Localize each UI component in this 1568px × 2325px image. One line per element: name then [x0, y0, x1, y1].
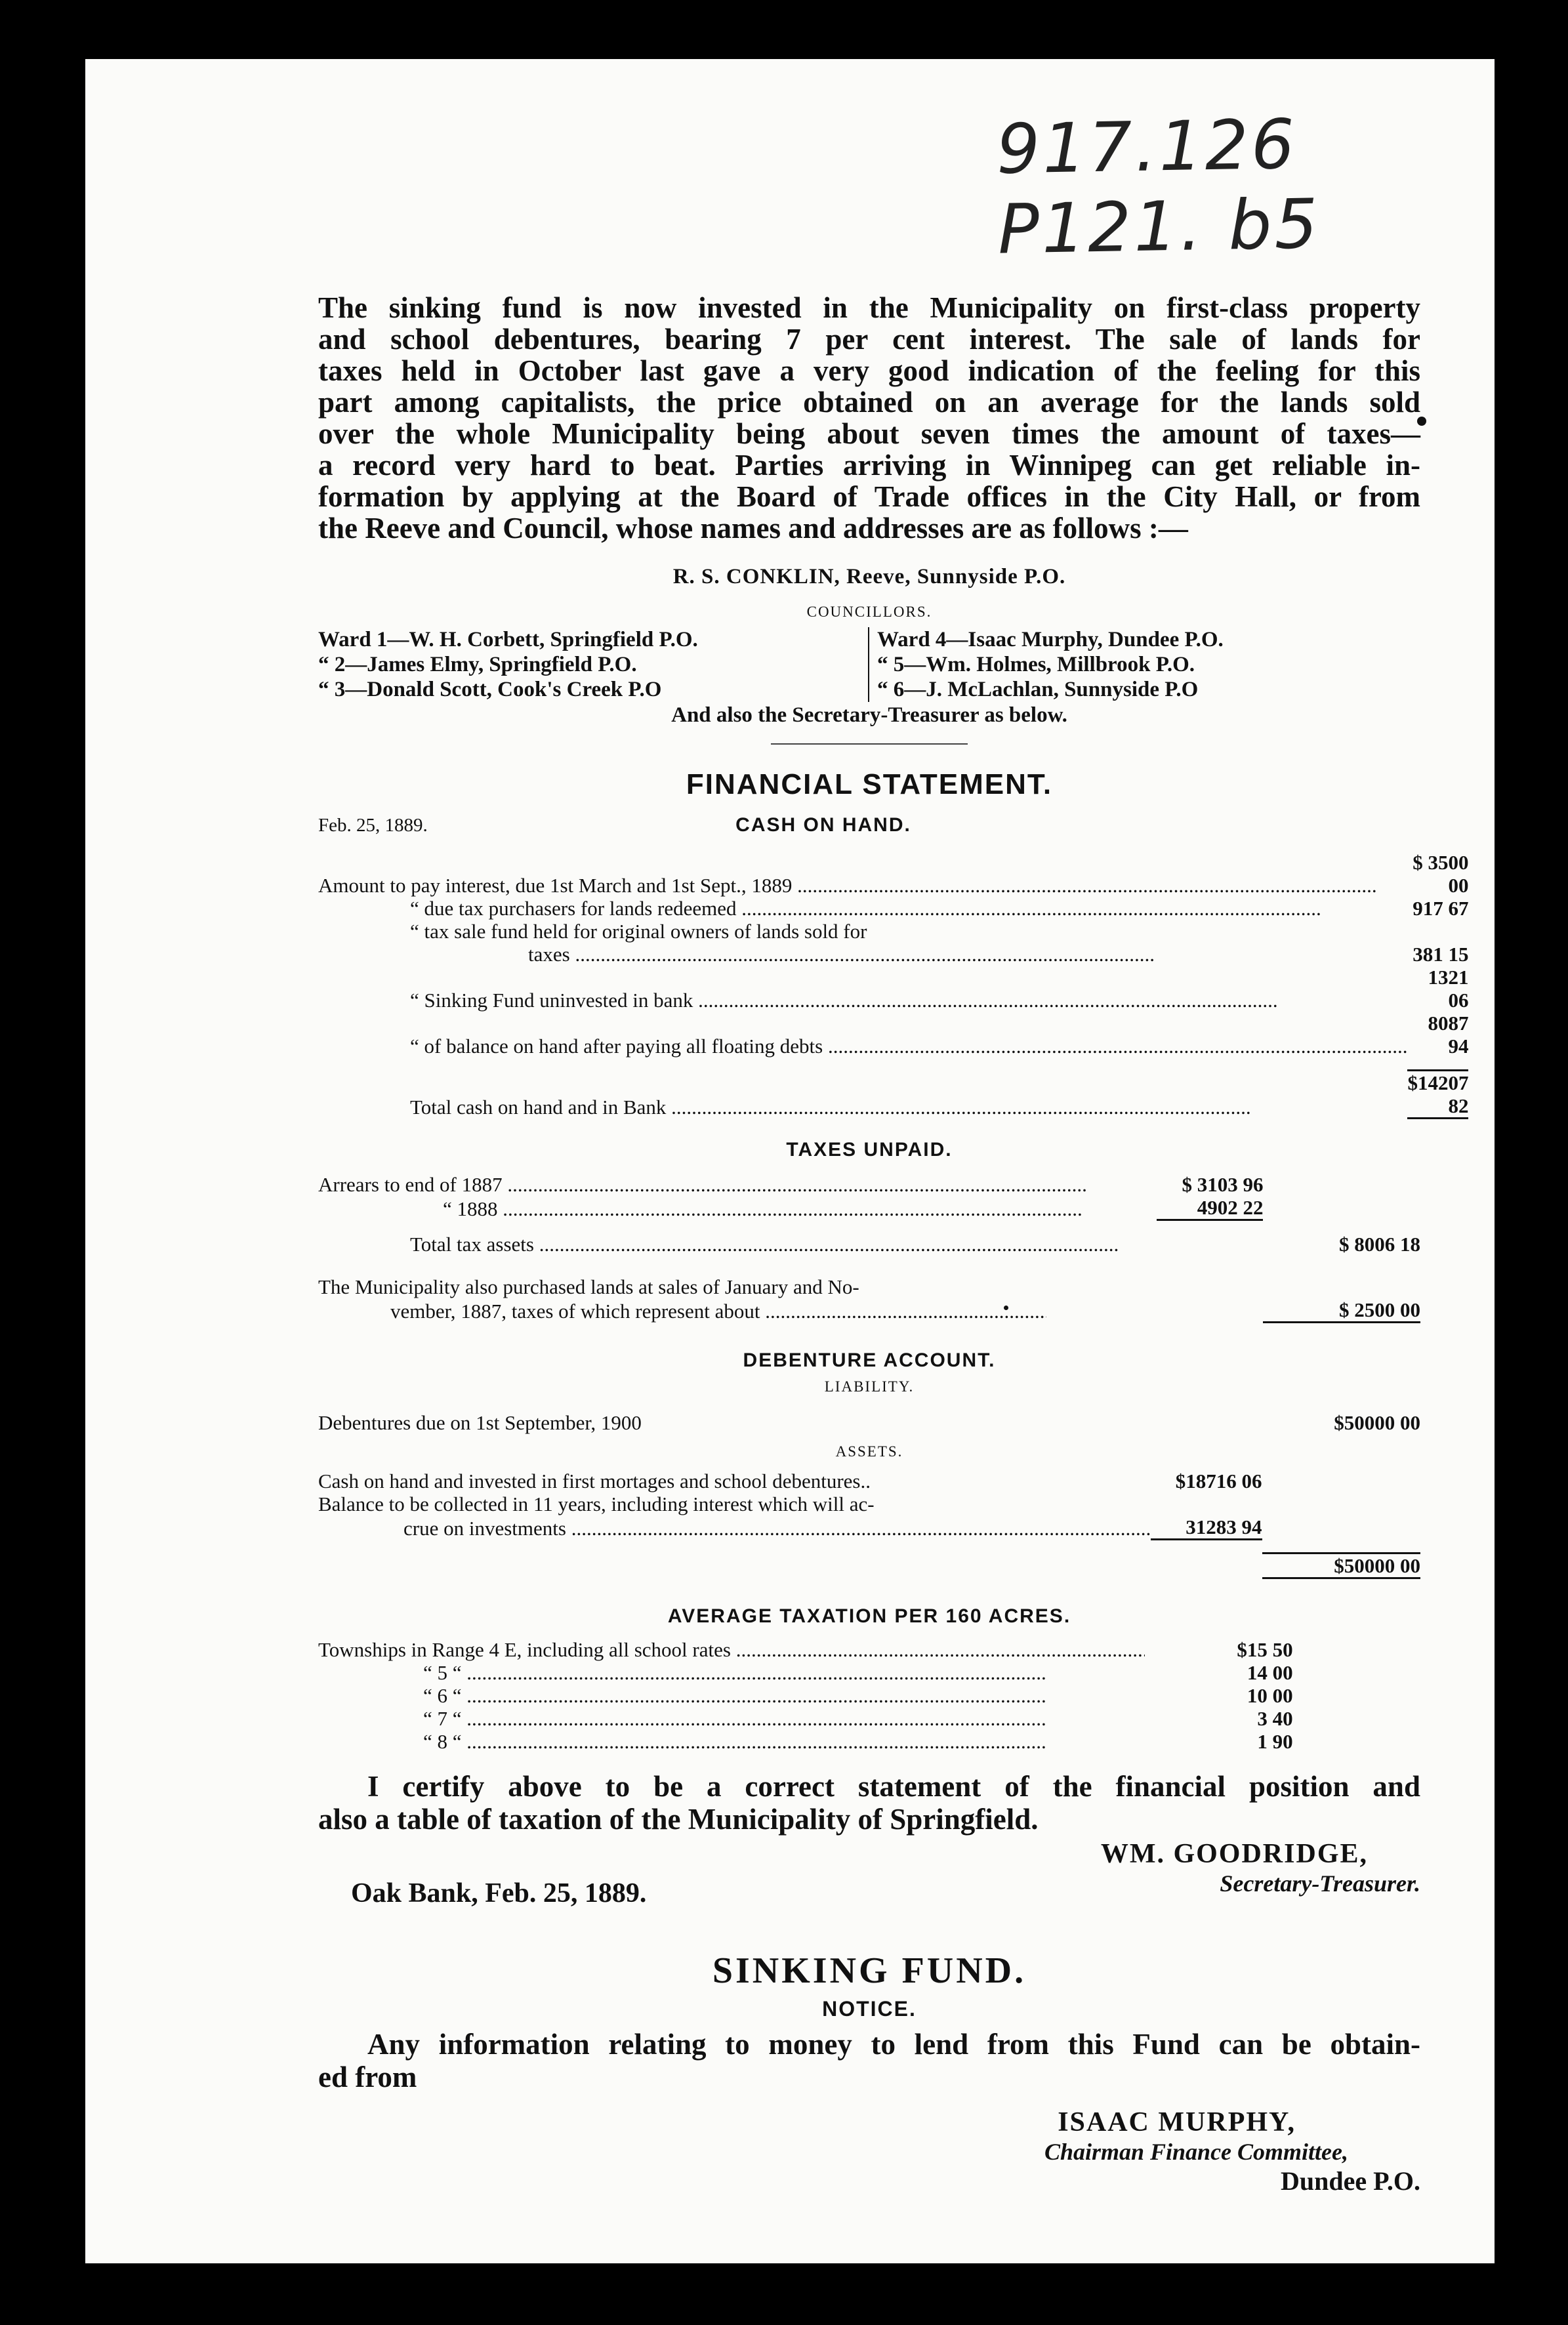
table-row: Balance to be collected in 11 years, including interest which will ac-	[318, 1492, 875, 1515]
table-row: “ due tax purchasers for lands redeemed ..... 917 67	[318, 897, 1468, 920]
divider-rule	[771, 743, 968, 745]
table-row: “ 7 “ ..... 3 40	[318, 1707, 1420, 1730]
wards-left-column	[318, 627, 869, 702]
debentures-due-amount: $50000 00	[1334, 1411, 1420, 1434]
chairman-name: ISAAC MURPHY,	[1058, 2107, 1296, 2137]
amount: 4902 22	[1157, 1196, 1264, 1220]
table-row: “ 8 “ ..... 1 90	[318, 1730, 1420, 1753]
table-row: “ 5 “ ..... 14 00	[318, 1661, 1420, 1684]
table-row: Debentures due on 1st September, 1900 $50000 00	[318, 1411, 1420, 1434]
tax-total: $ 8006 18	[1339, 1233, 1420, 1256]
average-taxation-title: AVERAGE TAXATION PER 160 ACRES.	[667, 1605, 1071, 1627]
taxes-unpaid-title: TAXES UNPAID.	[786, 1139, 953, 1161]
amount: 8087 94	[1428, 1012, 1469, 1058]
signature-block	[1101, 1838, 1420, 1897]
cash-on-hand-title: CASH ON HAND.	[735, 814, 911, 836]
taxes-unpaid-table	[318, 1173, 1420, 1323]
statement-date: Feb. 25, 1889.	[318, 815, 428, 836]
table-row: “ Sinking Fund uninvested in bank ..... 1321 06	[318, 966, 1468, 1012]
amount: $15 50	[1237, 1638, 1293, 1661]
table-row: Townships in Range 4 E, including all school rates ..... $15 50	[318, 1638, 1420, 1661]
ward-4: Ward 4—Isaac Murphy, Dundee P.O.	[877, 628, 1224, 651]
notice-label: NOTICE.	[822, 1997, 917, 2021]
table-row: Amount to pay interest, due 1st March and 1st Sept., 1889 ..... $ 3500 00	[318, 851, 1468, 897]
debenture-account-title: DEBENTURE ACCOUNT.	[743, 1349, 996, 1371]
debenture-table	[318, 1411, 1420, 1434]
amount: 10 00	[1247, 1684, 1293, 1707]
document-content	[318, 291, 1469, 2196]
certification-paragraph: I certify above to be a correct statement of the financial position and also a table of taxation of the Municipality of Springfield.	[318, 1770, 1420, 1836]
signature-row	[318, 1838, 1420, 1909]
statement-date-row	[318, 814, 1420, 836]
sinking-fund-title: SINKING FUND.	[712, 1950, 1027, 1991]
councillors-label: COUNCILLORS.	[806, 604, 932, 620]
total-row: Total tax assets ..... $ 8006 18	[318, 1233, 1420, 1256]
sinking-fund-notice: Any information relating to money to lend from this Fund can be obtain- ed from	[318, 2028, 1420, 2093]
amount: $18716 06	[1175, 1470, 1262, 1492]
table-row: “ 6 “ ..... 10 00	[318, 1684, 1420, 1707]
table-row: Arrears to end of 1887 ..... $ 3103 96	[318, 1173, 1420, 1196]
total-row: Total cash on hand and in Bank ..... $14207 82	[318, 1071, 1468, 1119]
liability-label: LIABILITY.	[824, 1378, 915, 1395]
amount: $ 3103 96	[1182, 1173, 1264, 1196]
table-row: vember, 1887, taxes of which represent about ..... $ 2500 00	[318, 1298, 1420, 1323]
assets-total: $50000 00	[1262, 1553, 1420, 1578]
table-row: “ 1888 ..... 4902 22	[318, 1196, 1420, 1220]
ward-3: “ 3—Donald Scott, Cook's Creek P.O	[318, 678, 662, 701]
document-page	[85, 59, 1495, 2263]
table-row: “ of balance on hand after paying all floating debts ..... 8087 94	[318, 1012, 1468, 1058]
table-row: crue on investments ..... 31283 94	[318, 1515, 1420, 1540]
amount: 917 67	[1413, 897, 1469, 920]
reeve-line: R. S. CONKLIN, Reeve, Sunnyside P.O.	[672, 565, 1066, 588]
ward-1: Ward 1—W. H. Corbett, Springfield P.O.	[318, 628, 698, 651]
purchase-amount: $ 2500 00	[1263, 1298, 1420, 1323]
amount: 3 40	[1257, 1707, 1293, 1730]
amount: 1321 06	[1428, 966, 1469, 1012]
ward-5: “ 5—Wm. Holmes, Millbrook P.O.	[877, 653, 1195, 676]
cash-total: $14207 82	[1407, 1071, 1469, 1117]
chairman-post-office: Dundee P.O.	[1280, 2166, 1420, 2196]
wards-right-column	[869, 627, 1420, 702]
table-row: taxes ..... 381 15	[318, 943, 1468, 966]
table-row: “ tax sale fund held for original owners of lands sold for	[410, 920, 867, 943]
ward-2: “ 2—James Elmy, Springfield P.O.	[318, 653, 637, 676]
amount: 31283 94	[1151, 1515, 1262, 1540]
intro-paragraph: The sinking fund is now invested in the Municipality on first-class property and school debentures, bearing 7 per cent interest. The sale of lands for taxes held in October last gave a very good indication of the feeling for this part among capitalists, the price obtained on an average for the lands sold over the whole Municipality being about seven times the amount of taxes— a record very hard to beat. Parties arriving in Winnipeg can get reliable in- formation by applying at the Board of Trade offices in the City Hall, or from the Reeve and Council, whose names and addresses are as follows :—	[318, 291, 1420, 545]
amount: 14 00	[1247, 1661, 1293, 1684]
also-secretary-line: And also the Secretary-Treasurer as below.	[671, 703, 1067, 727]
amount: 1 90	[1257, 1730, 1293, 1753]
assets-label: ASSETS.	[835, 1443, 903, 1460]
councillors-list	[318, 627, 1420, 702]
financial-statement-title: FINANCIAL STATEMENT.	[686, 768, 1053, 800]
average-taxation-table	[318, 1638, 1420, 1753]
table-row: Cash on hand and invested in first mortages and school debentures.. $18716 06	[318, 1470, 1262, 1492]
handwritten-call-number: 917.126 P121. b5	[995, 104, 1321, 270]
amount: 381 15	[1413, 943, 1469, 966]
place-date: Oak Bank, Feb. 25, 1889.	[351, 1878, 647, 1908]
signer-title: Secretary-Treasurer.	[1220, 1870, 1420, 1897]
cash-on-hand-table	[318, 851, 1468, 1119]
chairman-title: Chairman Finance Committee,	[1044, 2139, 1348, 2165]
chairman-signature	[318, 2107, 1420, 2196]
signer-name: WM. GOODRIDGE,	[1100, 1839, 1368, 1869]
assets-table	[318, 1470, 1420, 1579]
amount: $ 3500 00	[1413, 851, 1469, 897]
total-row	[318, 1553, 1420, 1578]
ward-6: “ 6—J. McLachlan, Sunnyside P.O	[877, 678, 1199, 701]
table-row: The Municipality also purchased lands at sales of January and No-	[318, 1275, 859, 1298]
